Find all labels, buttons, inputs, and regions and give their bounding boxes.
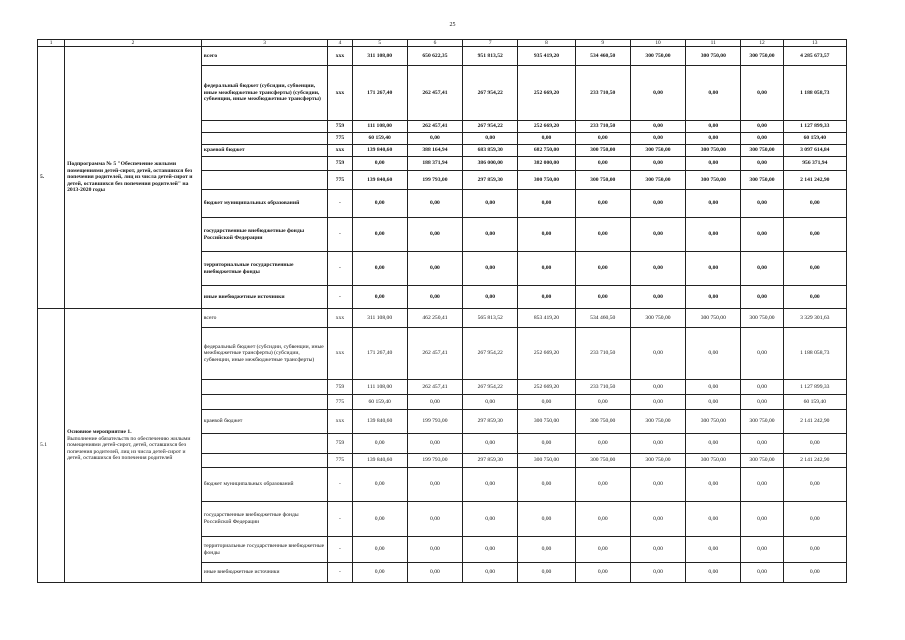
amount-cell: 300 750,00 <box>518 171 575 190</box>
amount-cell: 0,00 <box>783 502 846 537</box>
amount-cell: 0,00 <box>741 286 783 309</box>
amount-cell: 0,00 <box>463 252 518 286</box>
amount-cell: 60 159,40 <box>352 395 407 410</box>
amount-cell: 0,00 <box>352 434 407 454</box>
amount-cell: 0,00 <box>783 286 846 309</box>
amount-cell: 0,00 <box>463 190 518 218</box>
amount-cell: 388 164,94 <box>407 145 462 157</box>
budget-code: - <box>328 537 352 563</box>
amount-cell: 0,00 <box>686 218 741 252</box>
amount-cell: 0,00 <box>741 252 783 286</box>
page-number: 25 <box>449 22 456 28</box>
amount-cell: 0,00 <box>352 218 407 252</box>
column-header: 8 <box>518 40 575 47</box>
table-row <box>38 47 847 66</box>
amount-cell: 0,00 <box>686 395 741 410</box>
amount-cell: 300 750,00 <box>630 309 685 328</box>
amount-cell: 0,00 <box>575 537 630 563</box>
funding-source: территориальные государственные внебюджетные фонды <box>201 537 328 563</box>
budget-code: 775 <box>328 454 352 468</box>
amount-cell: 0,00 <box>518 190 575 218</box>
budget-code: - <box>328 252 352 286</box>
amount-cell: 0,00 <box>783 468 846 502</box>
table-header-row <box>38 40 847 47</box>
amount-cell: 0,00 <box>741 133 783 145</box>
amount-cell: 0,00 <box>783 563 846 583</box>
amount-cell: 534 460,50 <box>575 47 630 66</box>
amount-cell: 0,00 <box>630 66 685 121</box>
amount-cell: 0,00 <box>352 252 407 286</box>
amount-cell: 0,00 <box>741 563 783 583</box>
amount-cell: 252 669,20 <box>518 121 575 133</box>
amount-cell: 300 750,00 <box>575 410 630 434</box>
amount-cell: 0,00 <box>407 286 462 309</box>
amount-cell: 0,00 <box>630 468 685 502</box>
amount-cell: 267 954,22 <box>463 380 518 395</box>
amount-cell: 300 750,00 <box>575 171 630 190</box>
column-header: 4 <box>328 40 352 47</box>
budget-code: 775 <box>328 133 352 145</box>
amount-cell: 0,00 <box>741 190 783 218</box>
amount-cell: 3 097 614,84 <box>783 145 846 157</box>
amount-cell: 300 750,00 <box>686 47 741 66</box>
amount-cell: 262 457,41 <box>407 380 462 395</box>
row-number: 5.1 <box>38 309 65 583</box>
amount-cell: 300 750,00 <box>630 454 685 468</box>
amount-cell: 0,00 <box>407 218 462 252</box>
funding-source: государственные внебюджетные фонды Российской Федерации <box>201 502 328 537</box>
amount-cell: 0,00 <box>630 286 685 309</box>
amount-cell: 300 750,00 <box>741 309 783 328</box>
amount-cell: 300 750,00 <box>630 145 685 157</box>
amount-cell: 0,00 <box>352 286 407 309</box>
amount-cell: 0,00 <box>463 537 518 563</box>
amount-cell: 0,00 <box>741 66 783 121</box>
amount-cell: 534 460,50 <box>575 309 630 328</box>
funding-source <box>201 133 328 145</box>
amount-cell: 0,00 <box>686 66 741 121</box>
amount-cell: 188 371,94 <box>407 157 462 171</box>
amount-cell: 0,00 <box>352 468 407 502</box>
amount-cell: 262 457,41 <box>407 121 462 133</box>
amount-cell: 300 750,00 <box>741 47 783 66</box>
budget-code: - <box>328 502 352 537</box>
amount-cell: 0,00 <box>783 218 846 252</box>
amount-cell: 853 419,20 <box>518 309 575 328</box>
column-header: 3 <box>201 40 328 47</box>
amount-cell: 0,00 <box>407 468 462 502</box>
column-header: 1 <box>38 40 65 47</box>
program-name <box>65 309 202 583</box>
budget-code: ххх <box>328 309 352 328</box>
amount-cell: 0,00 <box>630 380 685 395</box>
amount-cell: 0,00 <box>741 121 783 133</box>
amount-cell: 267 954,22 <box>463 66 518 121</box>
amount-cell: 60 159,40 <box>352 133 407 145</box>
budget-code: 759 <box>328 121 352 133</box>
amount-cell: 0,00 <box>783 190 846 218</box>
amount-cell: 0,00 <box>686 121 741 133</box>
budget-code: - <box>328 563 352 583</box>
funding-source: государственные внебюджетные фонды Российской Федерации <box>201 218 328 252</box>
amount-cell: 0,00 <box>463 133 518 145</box>
amount-cell: 199 793,00 <box>407 454 462 468</box>
amount-cell: 0,00 <box>518 434 575 454</box>
amount-cell: 0,00 <box>783 252 846 286</box>
amount-cell: 199 793,00 <box>407 171 462 190</box>
amount-cell: 300 750,00 <box>741 454 783 468</box>
column-header: 12 <box>741 40 783 47</box>
amount-cell: 0,00 <box>630 157 685 171</box>
amount-cell: 683 859,30 <box>463 145 518 157</box>
amount-cell: 0,00 <box>463 434 518 454</box>
funding-source: федеральный бюджет (субсидии, субвенции, иные межбюджетные трансферты) (субсидии, субвенции, иные межбюджетные трансферты) <box>201 328 328 380</box>
column-header: 9 <box>575 40 630 47</box>
amount-cell: 2 141 242,90 <box>783 410 846 434</box>
funding-source: иные внебюджетные источники <box>201 563 328 583</box>
amount-cell: 0,00 <box>630 218 685 252</box>
amount-cell: 0,00 <box>575 563 630 583</box>
amount-cell: 0,00 <box>741 218 783 252</box>
amount-cell: 252 669,20 <box>518 380 575 395</box>
budget-code: ххх <box>328 47 352 66</box>
amount-cell: 0,00 <box>575 157 630 171</box>
funding-source <box>201 434 328 454</box>
amount-cell: 462 250,41 <box>407 309 462 328</box>
funding-source: всего <box>201 309 328 328</box>
amount-cell: 0,00 <box>518 395 575 410</box>
amount-cell: 0,00 <box>575 252 630 286</box>
amount-cell: 139 840,60 <box>352 171 407 190</box>
budget-code: ххх <box>328 66 352 121</box>
amount-cell: 0,00 <box>463 395 518 410</box>
funding-source: краевой бюджет <box>201 410 328 434</box>
amount-cell: 0,00 <box>352 190 407 218</box>
amount-cell: 0,00 <box>575 395 630 410</box>
amount-cell: 0,00 <box>518 563 575 583</box>
amount-cell: 300 750,00 <box>741 410 783 434</box>
activity-title: Основное мероприятие 1. <box>67 429 132 436</box>
funding-source <box>201 454 328 468</box>
amount-cell: 382 000,00 <box>518 157 575 171</box>
amount-cell: 252 669,20 <box>518 66 575 121</box>
amount-cell: 0,00 <box>407 537 462 563</box>
amount-cell: 0,00 <box>630 434 685 454</box>
funding-source: территориальные государственные внебюджетные фонды <box>201 252 328 286</box>
amount-cell: 311 108,00 <box>352 47 407 66</box>
amount-cell: 1 127 899,33 <box>783 380 846 395</box>
amount-cell: 111 108,00 <box>352 121 407 133</box>
budget-code: 775 <box>328 171 352 190</box>
amount-cell: 2 141 242,90 <box>783 454 846 468</box>
amount-cell: 0,00 <box>518 537 575 563</box>
amount-cell: 0,00 <box>630 502 685 537</box>
budget-code: ххх <box>328 328 352 380</box>
amount-cell: 0,00 <box>518 468 575 502</box>
amount-cell: 0,00 <box>741 380 783 395</box>
amount-cell: 0,00 <box>575 468 630 502</box>
amount-cell: 0,00 <box>407 502 462 537</box>
funding-source: краевой бюджет <box>201 145 328 157</box>
budget-code: 775 <box>328 395 352 410</box>
amount-cell: 0,00 <box>686 157 741 171</box>
budget-code: ххх <box>328 410 352 434</box>
amount-cell: 267 954,22 <box>463 121 518 133</box>
amount-cell: 0,00 <box>630 121 685 133</box>
amount-cell: 0,00 <box>630 133 685 145</box>
amount-cell: 0,00 <box>686 563 741 583</box>
amount-cell: 111 108,00 <box>352 380 407 395</box>
activity-description: Выполнение обязательств по обеспечению жилыми помещениями детей-сирот, детей, оставшихся без попечения родителей, лиц из числа детей-сирот и детей, оставшихся без попечения родителей <box>67 435 191 462</box>
amount-cell: 4 285 673,57 <box>783 47 846 66</box>
funding-source: федеральный бюджет (субсидии, субвенции, иные межбюджетные трансферты) (субсидии, субвенции, иные межбюджетные трансферты) <box>201 66 328 121</box>
amount-cell: 60 159,40 <box>783 395 846 410</box>
amount-cell: 300 750,00 <box>686 171 741 190</box>
amount-cell: 139 840,60 <box>352 145 407 157</box>
funding-source <box>201 157 328 171</box>
amount-cell: 300 750,00 <box>686 309 741 328</box>
amount-cell: 650 622,35 <box>407 47 462 66</box>
program-name: Подпрограмма № 5 "Обеспечение жилыми помещениями детей-сирот, детей, оставшихся без попечения родителей, лиц из числа детей-сирот и детей, оставшихся без попечения родителей" на 2013-2020 годы <box>65 47 202 309</box>
budget-code: 759 <box>328 380 352 395</box>
funding-source: всего <box>201 47 328 66</box>
amount-cell: 233 710,50 <box>575 380 630 395</box>
amount-cell: 199 793,00 <box>407 410 462 434</box>
amount-cell: 0,00 <box>686 537 741 563</box>
budget-code: ххх <box>328 145 352 157</box>
amount-cell: 0,00 <box>463 218 518 252</box>
amount-cell: 386 000,00 <box>463 157 518 171</box>
funding-source: иные внебюджетные источники <box>201 286 328 309</box>
funding-source <box>201 121 328 133</box>
amount-cell: 0,00 <box>575 434 630 454</box>
amount-cell: 0,00 <box>352 502 407 537</box>
funding-source <box>201 395 328 410</box>
amount-cell: 300 750,00 <box>630 410 685 434</box>
amount-cell: 0,00 <box>575 218 630 252</box>
amount-cell: 300 750,00 <box>575 454 630 468</box>
amount-cell: 252 669,20 <box>518 328 575 380</box>
amount-cell: 0,00 <box>407 395 462 410</box>
amount-cell: 233 710,50 <box>575 328 630 380</box>
budget-code: 759 <box>328 434 352 454</box>
amount-cell: 0,00 <box>741 537 783 563</box>
amount-cell: 0,00 <box>630 190 685 218</box>
amount-cell: 297 859,30 <box>463 454 518 468</box>
amount-cell: 0,00 <box>686 133 741 145</box>
amount-cell: 0,00 <box>575 190 630 218</box>
column-header: 2 <box>65 40 202 47</box>
amount-cell: 0,00 <box>518 502 575 537</box>
amount-cell: 0,00 <box>630 537 685 563</box>
budget-code: 759 <box>328 157 352 171</box>
amount-cell: 0,00 <box>686 434 741 454</box>
amount-cell: 2 141 242,90 <box>783 171 846 190</box>
amount-cell: 171 267,40 <box>352 66 407 121</box>
amount-cell: 297 859,30 <box>463 171 518 190</box>
amount-cell: 171 267,40 <box>352 328 407 380</box>
amount-cell: 262 457,41 <box>407 66 462 121</box>
amount-cell: 0,00 <box>741 468 783 502</box>
amount-cell: 297 859,30 <box>463 410 518 434</box>
column-header: 5 <box>352 40 407 47</box>
amount-cell: 300 750,00 <box>575 145 630 157</box>
funding-source <box>201 380 328 395</box>
amount-cell: 300 750,00 <box>741 145 783 157</box>
amount-cell: 1 127 899,33 <box>783 121 846 133</box>
amount-cell: 0,00 <box>686 380 741 395</box>
amount-cell: 0,00 <box>463 563 518 583</box>
amount-cell: 0,00 <box>741 328 783 380</box>
amount-cell: 935 419,20 <box>518 47 575 66</box>
amount-cell: 0,00 <box>575 502 630 537</box>
amount-cell: 0,00 <box>783 537 846 563</box>
amount-cell: 0,00 <box>630 563 685 583</box>
budget-code: - <box>328 286 352 309</box>
amount-cell: 0,00 <box>630 395 685 410</box>
amount-cell: 0,00 <box>783 434 846 454</box>
amount-cell: 60 159,40 <box>783 133 846 145</box>
amount-cell: 0,00 <box>407 133 462 145</box>
column-header: 11 <box>686 40 741 47</box>
amount-cell: 0,00 <box>575 286 630 309</box>
amount-cell: 267 954,22 <box>463 328 518 380</box>
amount-cell: 0,00 <box>407 563 462 583</box>
amount-cell: 300 750,00 <box>686 410 741 434</box>
amount-cell: 0,00 <box>741 157 783 171</box>
amount-cell: 0,00 <box>686 190 741 218</box>
amount-cell: 300 750,00 <box>741 171 783 190</box>
budget-code: - <box>328 468 352 502</box>
amount-cell: 1 188 058,73 <box>783 328 846 380</box>
amount-cell: 0,00 <box>407 190 462 218</box>
amount-cell: 0,00 <box>463 286 518 309</box>
column-header: 13 <box>783 40 846 47</box>
amount-cell: 300 750,00 <box>518 410 575 434</box>
amount-cell: 682 750,00 <box>518 145 575 157</box>
amount-cell: 0,00 <box>575 133 630 145</box>
amount-cell: 300 750,00 <box>686 145 741 157</box>
funding-source: бюджет муниципальных образований <box>201 468 328 502</box>
column-header: 6 <box>407 40 462 47</box>
budget-table <box>37 39 847 583</box>
amount-cell: 233 710,50 <box>575 66 630 121</box>
amount-cell: 0,00 <box>518 252 575 286</box>
amount-cell: 311 108,00 <box>352 309 407 328</box>
table-row <box>38 309 847 328</box>
amount-cell: 0,00 <box>686 468 741 502</box>
amount-cell: 0,00 <box>741 502 783 537</box>
amount-cell: 300 750,00 <box>686 454 741 468</box>
budget-code: - <box>328 190 352 218</box>
amount-cell: 0,00 <box>518 286 575 309</box>
amount-cell: 0,00 <box>686 328 741 380</box>
amount-cell: 3 329 301,63 <box>783 309 846 328</box>
amount-cell: 300 750,00 <box>630 171 685 190</box>
amount-cell: 0,00 <box>686 502 741 537</box>
funding-source: бюджет муниципальных образований <box>201 190 328 218</box>
amount-cell: 300 750,00 <box>630 47 685 66</box>
amount-cell: 0,00 <box>686 286 741 309</box>
amount-cell: 1 188 058,73 <box>783 66 846 121</box>
amount-cell: 951 813,52 <box>463 47 518 66</box>
amount-cell: 0,00 <box>407 434 462 454</box>
amount-cell: 0,00 <box>686 252 741 286</box>
row-number: 5. <box>38 47 65 309</box>
amount-cell: 0,00 <box>518 218 575 252</box>
amount-cell: 0,00 <box>352 563 407 583</box>
budget-code: - <box>328 218 352 252</box>
amount-cell: 0,00 <box>741 434 783 454</box>
amount-cell: 565 813,52 <box>463 309 518 328</box>
amount-cell: 0,00 <box>463 502 518 537</box>
amount-cell: 0,00 <box>407 252 462 286</box>
column-header: 10 <box>630 40 685 47</box>
amount-cell: 956 371,94 <box>783 157 846 171</box>
amount-cell: 233 710,50 <box>575 121 630 133</box>
amount-cell: 139 840,60 <box>352 454 407 468</box>
amount-cell: 0,00 <box>741 395 783 410</box>
amount-cell: 0,00 <box>630 252 685 286</box>
amount-cell: 0,00 <box>463 468 518 502</box>
amount-cell: 0,00 <box>352 537 407 563</box>
amount-cell: 139 840,60 <box>352 410 407 434</box>
amount-cell: 0,00 <box>352 157 407 171</box>
funding-source <box>201 171 328 190</box>
amount-cell: 0,00 <box>630 328 685 380</box>
column-header: 7 <box>463 40 518 47</box>
amount-cell: 262 457,41 <box>407 328 462 380</box>
amount-cell: 0,00 <box>518 133 575 145</box>
amount-cell: 300 750,00 <box>518 454 575 468</box>
